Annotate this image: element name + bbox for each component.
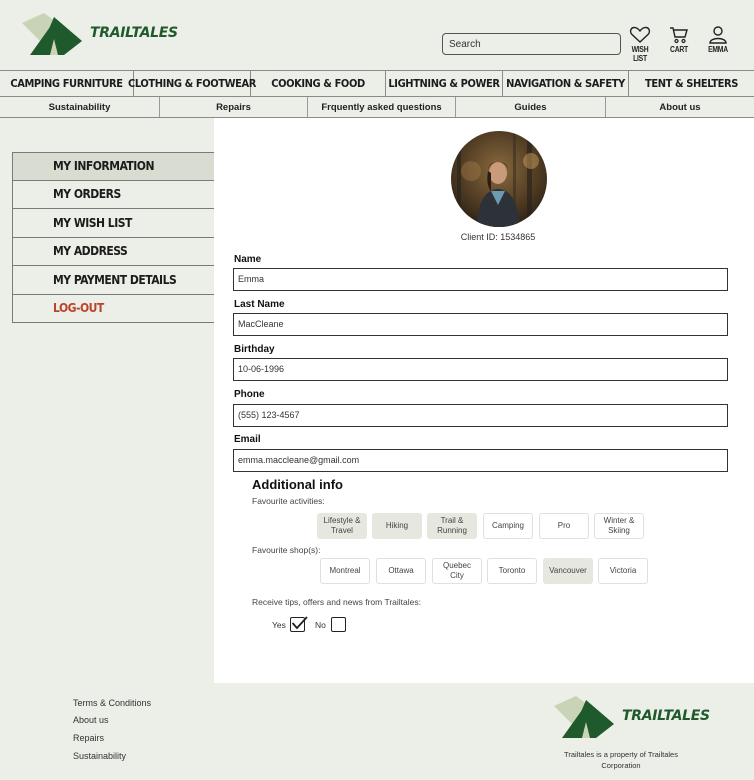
shop-chip-quebec-city[interactable]: Quebec City [432,558,482,584]
name-label: Name [234,254,262,265]
shop-chip-vancouver[interactable]: Vancouver [543,558,593,584]
nav-lightning-power[interactable]: LIGHTNING & POWER [386,71,503,96]
search-input[interactable] [442,33,621,55]
name-field[interactable]: Emma [233,268,728,291]
subnav-guides[interactable]: Guides [456,97,606,117]
nav-tent-shelters[interactable]: TENT & SHELTERS [645,77,738,90]
sidebar-item-my-wish-list[interactable]: MY WISH LIST [12,209,215,238]
shop-chip-toronto[interactable]: Toronto [487,558,537,584]
footer-link-about-us[interactable]: About us [73,715,109,725]
activity-chip-pro[interactable]: Pro [539,513,589,539]
subnav-faq[interactable]: Frquently asked questions [308,97,456,117]
sidebar-item-my-payment-details[interactable]: MY PAYMENT DETAILS [12,266,215,295]
footer-brand-name: TRAILTALES [622,708,710,724]
account-sidebar [12,152,215,323]
wishlist-label: WISH LIST [631,45,649,63]
activity-chip-hiking[interactable]: Hiking [372,513,422,539]
activities-label: Favourite activities: [252,496,325,506]
phone-label: Phone [234,389,265,400]
last-name-field[interactable]: MacCleane [233,313,728,336]
newsletter-no-label: No [315,620,326,630]
user-label: EMMA [708,45,728,54]
newsletter-no-checkbox[interactable] [331,617,346,632]
newsletter-yes-checkbox[interactable] [290,617,305,632]
sidebar-item-my-orders[interactable]: MY ORDERS [12,181,215,210]
client-id: Client ID: 1534865 [460,232,536,242]
header [0,0,754,70]
phone-field[interactable]: (555) 123-4567 [233,404,728,427]
subnav-repairs[interactable]: Repairs [160,97,308,117]
sidebar-item-log-out[interactable]: LOG-OUT [12,295,215,324]
tent-logo-icon [20,9,86,57]
last-name-label: Last Name [234,299,285,310]
subnav-sustainability[interactable]: Sustainability [0,97,160,117]
shop-chip-victoria[interactable]: Victoria [598,558,648,584]
cart-label: CART [670,45,688,54]
shop-chip-montreal[interactable]: Montreal [320,558,370,584]
brand-logo[interactable] [20,8,178,58]
nav-cooking-food[interactable]: COOKING & FOOD [251,71,386,96]
cart-icon [669,26,689,44]
user-icon [708,26,728,44]
shop-chip-ottawa[interactable]: Ottawa [376,558,426,584]
birthday-field[interactable]: 10-06-1996 [233,358,728,381]
sidebar-item-my-information[interactable]: MY INFORMATION [12,152,215,181]
activity-chip-camping[interactable]: Camping [483,513,533,539]
checkmark-icon [291,616,308,630]
newsletter-yes-label: Yes [272,620,286,630]
subnav-about-us[interactable]: About us [659,101,701,113]
account-button[interactable] [701,26,735,54]
nav-camping-furniture[interactable]: CAMPING FURNITURE [0,71,134,96]
additional-info-title: Additional info [252,477,343,492]
footer-brand-logo[interactable] [552,692,710,740]
newsletter-label: Receive tips, offers and news from Trailtales: [252,597,421,607]
tent-logo-icon [552,692,618,740]
footer-copyright: Trailtales is a property of Trailtales Corporation [564,750,678,770]
email-label: Email [234,434,261,445]
birthday-label: Birthday [234,344,275,355]
cart-button[interactable] [662,26,696,54]
category-nav [0,70,754,97]
footer-link-repairs[interactable]: Repairs [73,733,105,743]
email-field[interactable]: emma.maccleane@gmail.com [233,449,728,472]
footer-link-sustainability[interactable]: Sustainability [73,751,127,761]
secondary-nav [0,97,754,118]
shops-label: Favourite shop(s): [252,545,321,555]
sidebar-item-my-address[interactable]: MY ADDRESS [12,238,215,267]
footer-link-terms[interactable]: Terms & Conditions [73,698,152,708]
wishlist-button[interactable] [623,26,657,63]
heart-icon [629,26,651,44]
activity-chip-winter-skiing[interactable]: Winter & Skiing [594,513,644,539]
nav-clothing-footwear[interactable]: CLOTHING & FOOTWEAR [134,71,251,96]
activity-chip-trail-running[interactable]: Trail & Running [427,513,477,539]
brand-name: TRAILTALES [90,25,178,41]
profile-photo-image [451,131,547,227]
activity-chip-lifestyle-travel[interactable]: Lifestyle & Travel [317,513,367,539]
nav-navigation-safety[interactable]: NAVIGATION & SAFETY [503,71,629,96]
avatar[interactable] [451,131,547,227]
